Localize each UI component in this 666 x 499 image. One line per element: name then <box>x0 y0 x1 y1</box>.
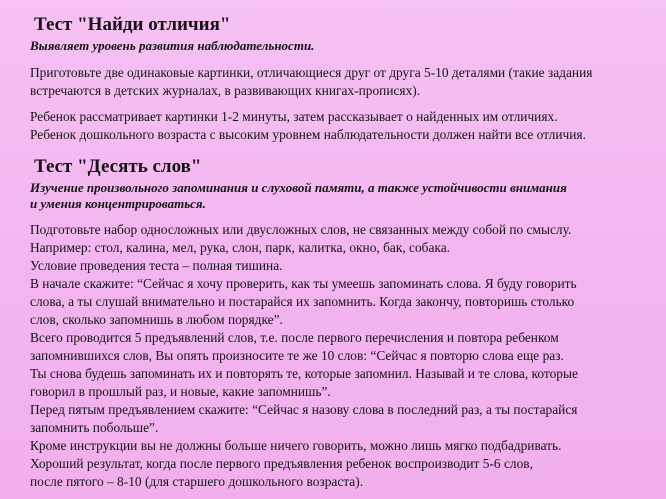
text-line: Приготовьте две одинаковые картинки, отличающиеся друг от друга 5-10 деталями (такие задания <box>30 65 593 80</box>
text-line: Изучение произвольного запоминания и слуховой памяти, а также устойчивости внимания <box>30 180 567 195</box>
text-line: слов, сколько запомнишь в любом порядке”. <box>30 312 283 327</box>
paragraph-ten-words-instructions <box>30 221 660 491</box>
text-line: Ребенок дошкольного возраста с высоким уровнем наблюдательности должен найти все отличия. <box>30 127 586 142</box>
text-line: Перед пятым предъявлением скажите: “Сейчас я назову слова в последний раз, а ты постарайся <box>30 402 578 417</box>
text-line: В начале скажите: “Сейчас я хочу проверить, как ты умеешь запоминать слова. Я буду говорить <box>30 276 577 291</box>
section-title-ten-words: Тест "Десять слов" <box>34 156 202 177</box>
text-line: Всего проводится 5 предъявлений слов, т.е. после первого перечисления и повтора ребенком <box>30 330 559 345</box>
text-line: Ты снова будешь запоминать их и повторять те, которые запомнил. Называй и те слова, которые <box>30 366 578 381</box>
text-line: говорил в прошлый раз, и новые, какие запомнишь”. <box>30 384 331 399</box>
section-title-find-differences: Тест "Найди отличия" <box>34 14 231 35</box>
text-line: Условие проведения теста – полная тишина. <box>30 258 283 273</box>
text-line: слова, а ты слушай внимательно и постарайся их запомнить. Когда закончу, повторишь столько <box>30 294 575 309</box>
section-subtitle-ten-words <box>30 180 660 212</box>
section-subtitle-find-differences: Выявляет уровень развития наблюдательности. <box>30 38 315 53</box>
paragraph-procedure <box>30 108 660 144</box>
document-content <box>30 14 660 491</box>
text-line: встречаются в детских журналах, в развивающих книгах-прописях). <box>30 83 421 98</box>
text-line: Кроме инструкции вы не должны больше ничего говорить, можно лишь мягко подбадривать. <box>30 438 562 453</box>
paragraph-preparation <box>30 64 660 100</box>
text-line: и умения концентрироваться. <box>30 196 206 211</box>
text-line: Ребенок рассматривает картинки 1-2 минуты, затем рассказывает о найденных им отличиях. <box>30 109 558 124</box>
text-line: Хороший результат, когда после первого предъявления ребенок воспроизводит 5-6 слов, <box>30 456 533 471</box>
text-line: Подготовьте набор односложных или двусложных слов, не связанных между собой по смыслу. <box>30 222 572 237</box>
text-line: запомнить побольше”. <box>30 420 159 435</box>
text-line: после пятого – 8-10 (для старшего дошкольного возраста). <box>30 474 364 489</box>
text-line: запомнившихся слов, Вы опять произносите те же 10 слов: “Сейчас я повторю слова еще раз. <box>30 348 564 363</box>
text-line: Например: стол, калина, мел, рука, слон, парк, калитка, окно, бак, собака. <box>30 240 451 255</box>
